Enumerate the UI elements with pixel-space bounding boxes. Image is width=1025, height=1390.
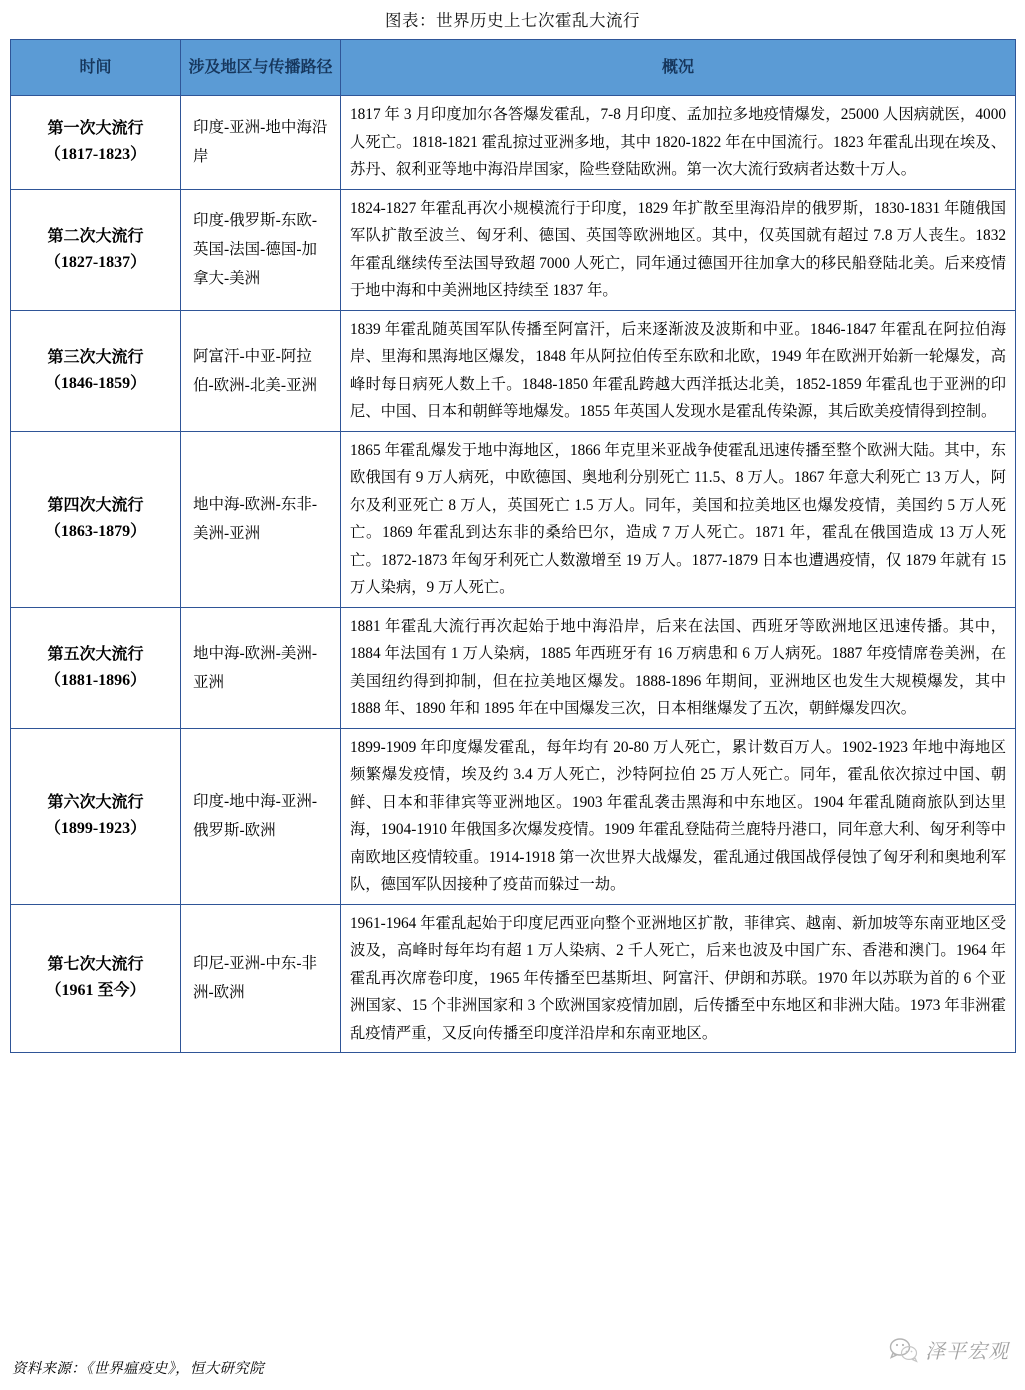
table-body (11, 96, 1016, 1053)
pandemic-name: 第二次大流行 (47, 227, 144, 245)
cell-route: 地中海-欧洲-美洲-亚洲 (181, 607, 341, 728)
pandemic-years: （1899-1923） (44, 820, 147, 837)
pandemic-name: 第六次大流行 (47, 794, 144, 811)
cell-time (11, 431, 181, 607)
column-header-time: 时间 (11, 40, 181, 96)
cell-overview: 1865 年霍乱爆发于地中海地区，1866 年克里米亚战争使霍乱迅速传播至整个欧洲大陆。其中，东欧俄国有 9 万人病死，中欧德国、奥地利分别死亡 11.5、8 万人。1867 年意大利死亡 13 万人，阿尔及利亚死亡 8 万人，英国死亡 1.5 万人。同年，美国和拉美地区也爆发疫情，美国约 5 万人死亡。1869 年霍乱到达东非的桑给巴尔，造成 7 万人死亡。1871 年，霍乱在俄国造成 13 万人死亡。1872-1873 年匈牙利死亡人数激增至 19 万人。1877-1879 日本也遭遇疫情，仅 1879 年就有 15 万人染病，9 万人死亡。 (341, 431, 1016, 607)
cell-overview: 1881 年霍乱大流行再次起始于地中海沿岸，后来在法国、西班牙等欧洲地区迅速传播。其中，1884 年法国有 1 万人染病，1885 年西班牙有 16 万病患和 6 万人病死。1887 年疫情席卷美洲，在美国纽约得到抑制，但在拉美地区爆发。1888-1896 年期间，亚洲地区也发生大规模爆发，其中 1888 年、1890 年和 1895 年在中国爆发三次，日本相继爆发了五次，朝鲜爆发四次。 (341, 607, 1016, 728)
watermark-text: 泽平宏观 (925, 1341, 1009, 1363)
table-header-row (11, 40, 1016, 96)
cell-overview: 1899-1909 年印度爆发霍乱，每年均有 20-80 万人死亡，累计数百万人。1902-1923 年地中海地区频繁爆发疫情，埃及约 3.4 万人死亡，沙特阿拉伯 25 万人死亡。同年，霍乱依次掠过中国、朝鲜、日本和菲律宾等亚洲地区。1903 年霍乱袭击黑海和中东地区。1904 年霍乱随商旅队到达里海，1904-1910 年俄国多次爆发疫情。1909 年霍乱登陆荷兰鹿特丹港口，同年意大利、匈牙利等中南欧地区疫情较重。1914-1918 第一次世界大战爆发，霍乱通过俄国战俘侵蚀了匈牙利和奥地利军队，德国军队因接种了疫苗而躲过一劫。 (341, 728, 1016, 904)
table-row (11, 728, 1016, 904)
pandemic-name: 第三次大流行 (47, 348, 144, 366)
cell-route: 印度-地中海-亚洲-俄罗斯-欧洲 (181, 728, 341, 904)
pandemic-name: 第五次大流行 (47, 645, 144, 663)
pandemic-name: 第四次大流行 (47, 497, 144, 514)
pandemic-years: （1881-1896） (44, 671, 147, 689)
cholera-pandemics-table (10, 39, 1016, 1053)
cell-route: 印尼-亚洲-中东-非洲-欧洲 (181, 904, 341, 1053)
cell-overview: 1817 年 3 月印度加尔各答爆发霍乱，7-8 月印度、孟加拉多地疫情爆发，25000 人因病就医，4000 人死亡。1818-1821 霍乱掠过亚洲多地，其中 1820-1822 年在中国流行。1823 年霍乱出现在埃及、苏丹、叙利亚等地中海沿岸国家，险些登陆欧洲。第一次大流行致病者达数十万人。 (341, 96, 1016, 190)
table-row (11, 607, 1016, 728)
table-row (11, 904, 1016, 1053)
pandemic-name: 第七次大流行 (47, 956, 144, 974)
cell-route: 印度-俄罗斯-东欧-英国-法国-德国-加拿大-美洲 (181, 189, 341, 310)
table-header (11, 40, 1016, 96)
table-row (11, 431, 1016, 607)
cell-route: 阿富汗-中亚-阿拉伯-欧洲-北美-亚洲 (181, 310, 341, 431)
cell-time (11, 96, 181, 190)
cell-time (11, 310, 181, 431)
page-title: 图表：世界历史上七次霍乱大流行 (385, 11, 640, 30)
column-header-route: 涉及地区与传播路径 (181, 40, 341, 96)
cell-time (11, 607, 181, 728)
cell-overview: 1839 年霍乱随英国军队传播至阿富汗，后来逐渐波及波斯和中亚。1846-1847 年霍乱在阿拉伯海岸、里海和黑海地区爆发，1848 年从阿拉伯传至东欧和北欧，1949 年在欧洲开始新一轮爆发，高峰时每日病死人数上千。1848-1850 年霍乱跨越大西洋抵达北美，1852-1859 年霍乱也于亚洲的印尼、中国、日本和朝鲜等地爆发。1855 年英国人发现水是霍乱传染源，其后欧美疫情得到控制。 (341, 310, 1016, 431)
pandemic-years: （1827-1837） (44, 253, 147, 271)
cell-overview: 1824-1827 年霍乱再次小规模流行于印度，1829 年扩散至里海沿岸的俄罗斯，1830-1831 年随俄国军队扩散至波兰、匈牙利、德国、英国等欧洲地区。其中，仅英国就有超过 7.8 万人丧生。1832 年霍乱继续传至法国导致超 7000 人死亡，同年通过德国开往加拿大的移民船登陆北美。后来疫情于地中海和中美洲地区持续至 1837 年。 (341, 189, 1016, 310)
table-row (11, 96, 1016, 190)
pandemic-years: （1846-1859） (44, 374, 147, 392)
cell-route: 印度-亚洲-地中海沿岸 (181, 96, 341, 190)
watermark (889, 1335, 1009, 1364)
cell-route: 地中海-欧洲-东非-美洲-亚洲 (181, 431, 341, 607)
pandemic-years: （1961 至今） (45, 982, 146, 1000)
cell-overview: 1961-1964 年霍乱起始于印度尼西亚向整个亚洲地区扩散，菲律宾、越南、新加坡等东南亚地区受波及，高峰时每年均有超 1 万人染病、2 千人死亡，后来也波及中国广东、香港和澳门。1964 年霍乱再次席卷印度，1965 年传播至巴基斯坦、阿富汗、伊朗和苏联。1970 年以苏联为首的 6 个亚洲国家、15 个非洲国家和 3 个欧洲国家疫情加剧，后传播至中东地区和非洲大陆。1973 年非洲霍乱疫情严重，又反向传播至印度洋沿岸和东南亚地区。 (341, 904, 1016, 1053)
table-row (11, 189, 1016, 310)
cell-time (11, 189, 181, 310)
column-header-overview: 概况 (341, 40, 1016, 96)
pandemic-years: （1817-1823） (44, 146, 147, 164)
cell-time (11, 904, 181, 1053)
cell-time (11, 728, 181, 904)
pandemic-name: 第一次大流行 (47, 120, 144, 138)
pandemic-years: （1863-1879） (44, 523, 147, 540)
source-note: 资料来源：《世界瘟疫史》，恒大研究院 (12, 1361, 264, 1377)
table-row (11, 310, 1016, 431)
wechat-logo-icon (889, 1337, 919, 1363)
